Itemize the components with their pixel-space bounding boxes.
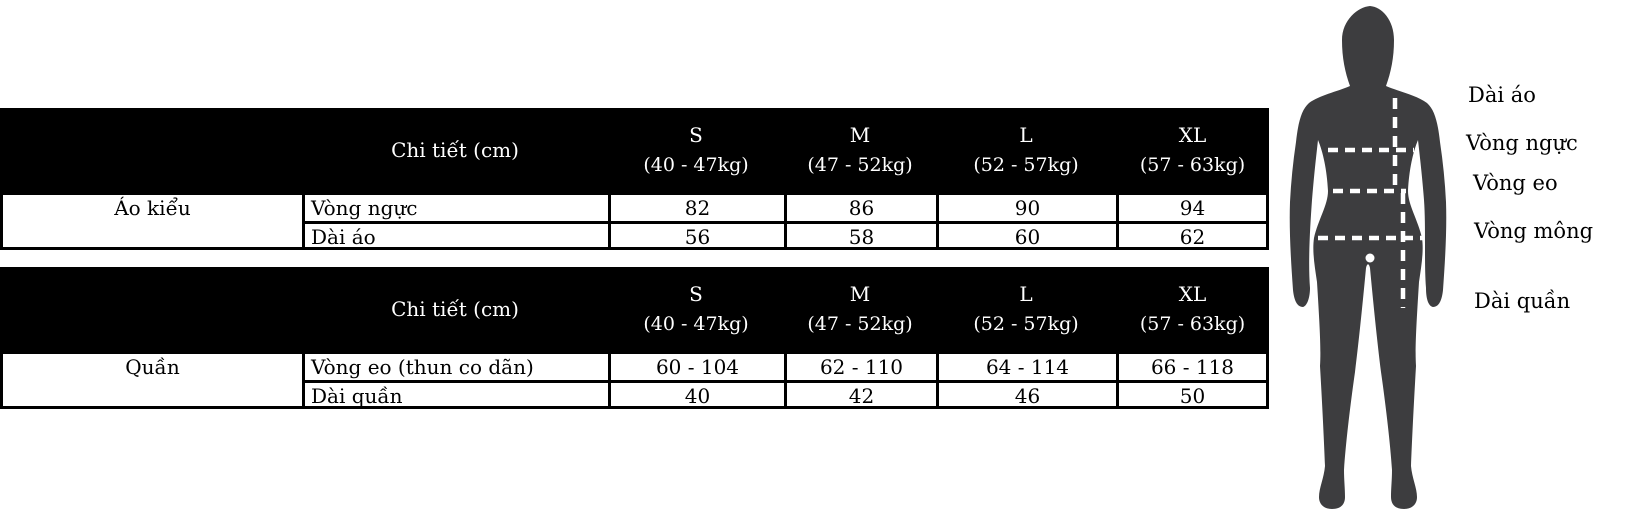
size-label: M [849,123,871,147]
weight-range: (52 - 57kg) [973,313,1079,335]
value-cell: 86 [784,195,936,221]
value-cell: 42 [784,380,936,406]
table-header [0,267,1269,351]
weight-range: (52 - 57kg) [973,154,1079,176]
female-body-silhouette [1278,0,1458,522]
weight-range: (57 - 63kg) [1139,154,1246,176]
value-cell: 50 [1116,380,1266,406]
value-cell: 60 - 104 [608,354,784,380]
header-empty-cell [0,108,302,192]
label-waist: Vòng eo [1473,171,1558,195]
label-bust: Vòng ngực [1466,131,1578,155]
weight-range: (57 - 63kg) [1139,313,1246,335]
measurement-diagram [1278,0,1458,522]
size-column-header-m [784,108,936,192]
value-cell: 82 [608,195,784,221]
size-column-header-l [936,267,1116,351]
size-column-header-l [936,108,1116,192]
label-hip: Vòng mông [1474,219,1594,243]
size-column-header-xl [1116,108,1269,192]
detail-column-header: Chi tiết (cm) [391,138,519,162]
size-label: L [1019,282,1033,306]
measurement-row-label: Vòng ngực [302,195,608,221]
value-cell: 40 [608,380,784,406]
weight-range: (40 - 47kg) [643,154,749,176]
size-label: XL [1178,282,1207,306]
measurement-row-label: Vòng eo (thun co dãn) [302,354,608,380]
value-cell: 62 - 110 [784,354,936,380]
table-header [0,108,1269,192]
size-label: S [689,123,703,147]
value-cell: 46 [936,380,1116,406]
category-cell: Áo kiểu [114,196,191,220]
value-cell: 66 - 118 [1116,354,1266,380]
header-empty-cell [0,267,302,351]
size-label: L [1019,123,1033,147]
size-column-header-xl [1116,267,1269,351]
size-label: S [689,282,703,306]
table-body [0,351,1269,409]
navel-dot [1366,254,1375,263]
measurement-row-label: Dài quần [302,380,608,406]
label-shirt-length: Dài áo [1468,83,1536,107]
weight-range: (47 - 52kg) [807,313,913,335]
weight-range: (47 - 52kg) [807,154,913,176]
size-column-header-s [608,267,784,351]
size-column-header-m [784,267,936,351]
size-label: XL [1178,123,1207,147]
size-column-header-s [608,108,784,192]
table-body [0,192,1269,250]
value-cell: 56 [608,221,784,247]
value-cell: 90 [936,195,1116,221]
measurement-row-label: Dài áo [302,221,608,247]
value-cell: 60 [936,221,1116,247]
value-cell: 62 [1116,221,1266,247]
size-table-ao-kieu [0,108,1269,250]
detail-column-header: Chi tiết (cm) [391,297,519,321]
size-table-quan [0,267,1269,409]
size-label: M [849,282,871,306]
value-cell: 94 [1116,195,1266,221]
value-cell: 64 - 114 [936,354,1116,380]
value-cell: 58 [784,221,936,247]
category-cell: Quần [125,355,180,379]
label-pants-length: Dài quần [1474,289,1571,313]
weight-range: (40 - 47kg) [643,313,749,335]
